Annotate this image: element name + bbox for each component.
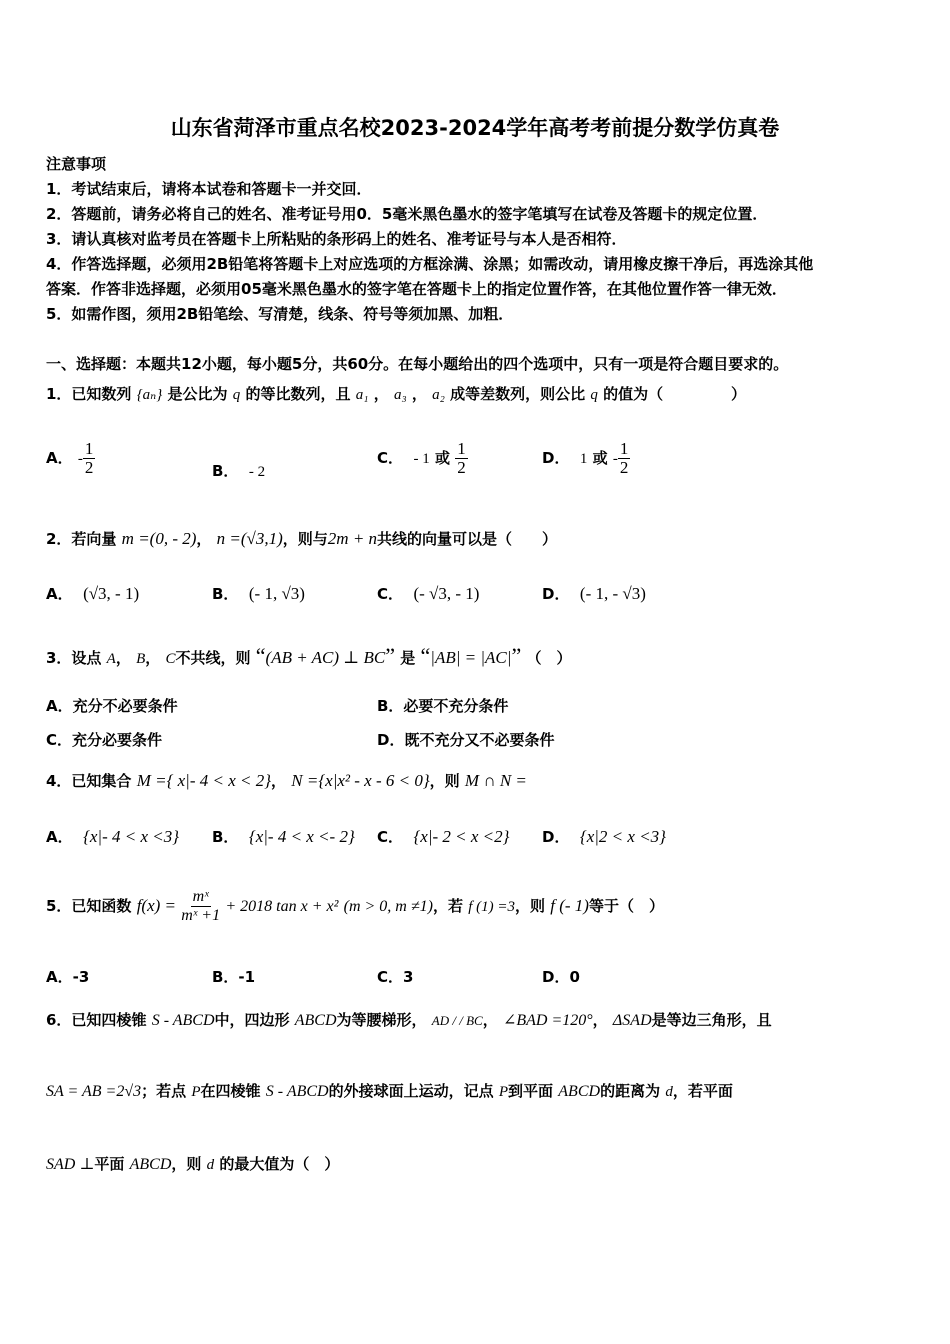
notice-item: 1．考试结束后，请将本试卷和答题卡一并交回．	[46, 180, 372, 198]
section-heading: 一、选择题：本题共12小题，每小题5分，共60分。在每小题给出的四个选项中，只有一项是符合题目要求的。	[46, 355, 789, 373]
question-3: 3．设点 A， B， C不共线，则 “(AB + AC) ⊥ BC” 是 “|AB| = |AC|” （ ）	[46, 643, 572, 668]
notice-item: 5．如需作图，须用2B铅笔绘、写清楚，线条、符号等须加黑、加粗．	[46, 305, 514, 323]
option-b[interactable]: B．必要不充分条件	[377, 697, 509, 715]
option-d[interactable]: D．0	[542, 968, 580, 986]
question-6-line-3: SAD ⊥平面 ABCD，则 d 的最大值为（ ）	[46, 1155, 340, 1173]
question-6-line-1: 6．已知四棱锥 S - ABCD中，四边形 ABCD为等腰梯形， AD / / BC， ∠BAD =120°， ΔSAD是等边三角形，且	[46, 1011, 772, 1029]
option-b[interactable]: B． - 2	[212, 462, 266, 480]
notice-item: 3．请认真核对监考员在答题卡上所粘贴的条形码上的姓名、准考证号与本人是否相符．	[46, 230, 627, 248]
option-d[interactable]: D． (- 1, - √3)	[542, 584, 646, 603]
notice-item: 2．答题前，请务必将自己的姓名、准考证号用0．5毫米黑色墨水的签字笔填写在试卷及答题卡的规定位置．	[46, 205, 768, 223]
option-c[interactable]: C． - 1 或 $\frac{1}{2}$	[377, 439, 466, 477]
option-c[interactable]: C． (- √3, - 1)	[377, 584, 480, 603]
question-5: 5．已知函数 f(x) = $\frac{\text{mˣ}}{\text{mˣ +1}}$ + 2018 tan x + x² (m > 0, m ≠1)，若 f (1) =3，则 f (- 1)等于（ ）	[46, 888, 664, 924]
notice-item: 答案．作答非选择题，必须用05毫米黑色墨水的签字笔在答题卡上的指定位置作答，在其他位置作答一律无效．	[46, 280, 787, 298]
option-d[interactable]: D． {x|2 < x <3}	[542, 827, 666, 846]
option-c[interactable]: C．3	[377, 968, 414, 986]
question-2: 2．若向量 m =(0, - 2)， n =(√3,1)，则与2m + n共线的向量可以是（ ）	[46, 529, 558, 548]
option-d[interactable]: D．既不充分又不必要条件	[377, 731, 555, 749]
question-1: 1．已知数列 {aₙ} 是公比为 q 的等比数列，且 a₁ ， a₃ ， a₂ 成等差数列，则公比 q 的值为（ ）	[46, 385, 746, 403]
option-a[interactable]: A． - $\frac{1}{2}$	[46, 439, 94, 477]
seq-an: {aₙ}	[136, 387, 163, 403]
option-b[interactable]: B． {x|- 4 < x <- 2}	[212, 827, 355, 846]
option-a[interactable]: A．充分不必要条件	[46, 697, 178, 715]
option-b[interactable]: B．-1	[212, 968, 256, 986]
question-4: 4．已知集合 M ={ x|- 4 < x < 2}， N ={x|x² - x - 6 < 0}，则 M ∩ N =	[46, 771, 527, 790]
option-a[interactable]: A．-3	[46, 968, 90, 986]
option-a[interactable]: A． {x|- 4 < x <3}	[46, 827, 180, 846]
notice-item: 4．作答选择题，必须用2B铅笔将答题卡上对应选项的方框涂满、涂黑；如需改动，请用橡皮擦干净后，再选涂其他	[46, 255, 814, 273]
option-c[interactable]: C．充分必要条件	[46, 731, 163, 749]
question-6-line-2: SA = AB =2√3；若点 P在四棱锥 S - ABCD的外接球面上运动，记点 P到平面 ABCD的距离为 d，若平面	[46, 1082, 733, 1100]
option-d[interactable]: D． 1 或 - $\frac{1}{2}$	[542, 439, 629, 477]
option-b[interactable]: B． (- 1, √3)	[212, 584, 305, 603]
notice-heading: 注意事项	[46, 155, 107, 173]
option-c[interactable]: C． {x|- 2 < x <2}	[377, 827, 510, 846]
option-a[interactable]: A． (√3, - 1)	[46, 584, 140, 603]
page-title: 山东省菏泽市重点名校2023-2024学年高考考前提分数学仿真卷	[170, 116, 780, 140]
